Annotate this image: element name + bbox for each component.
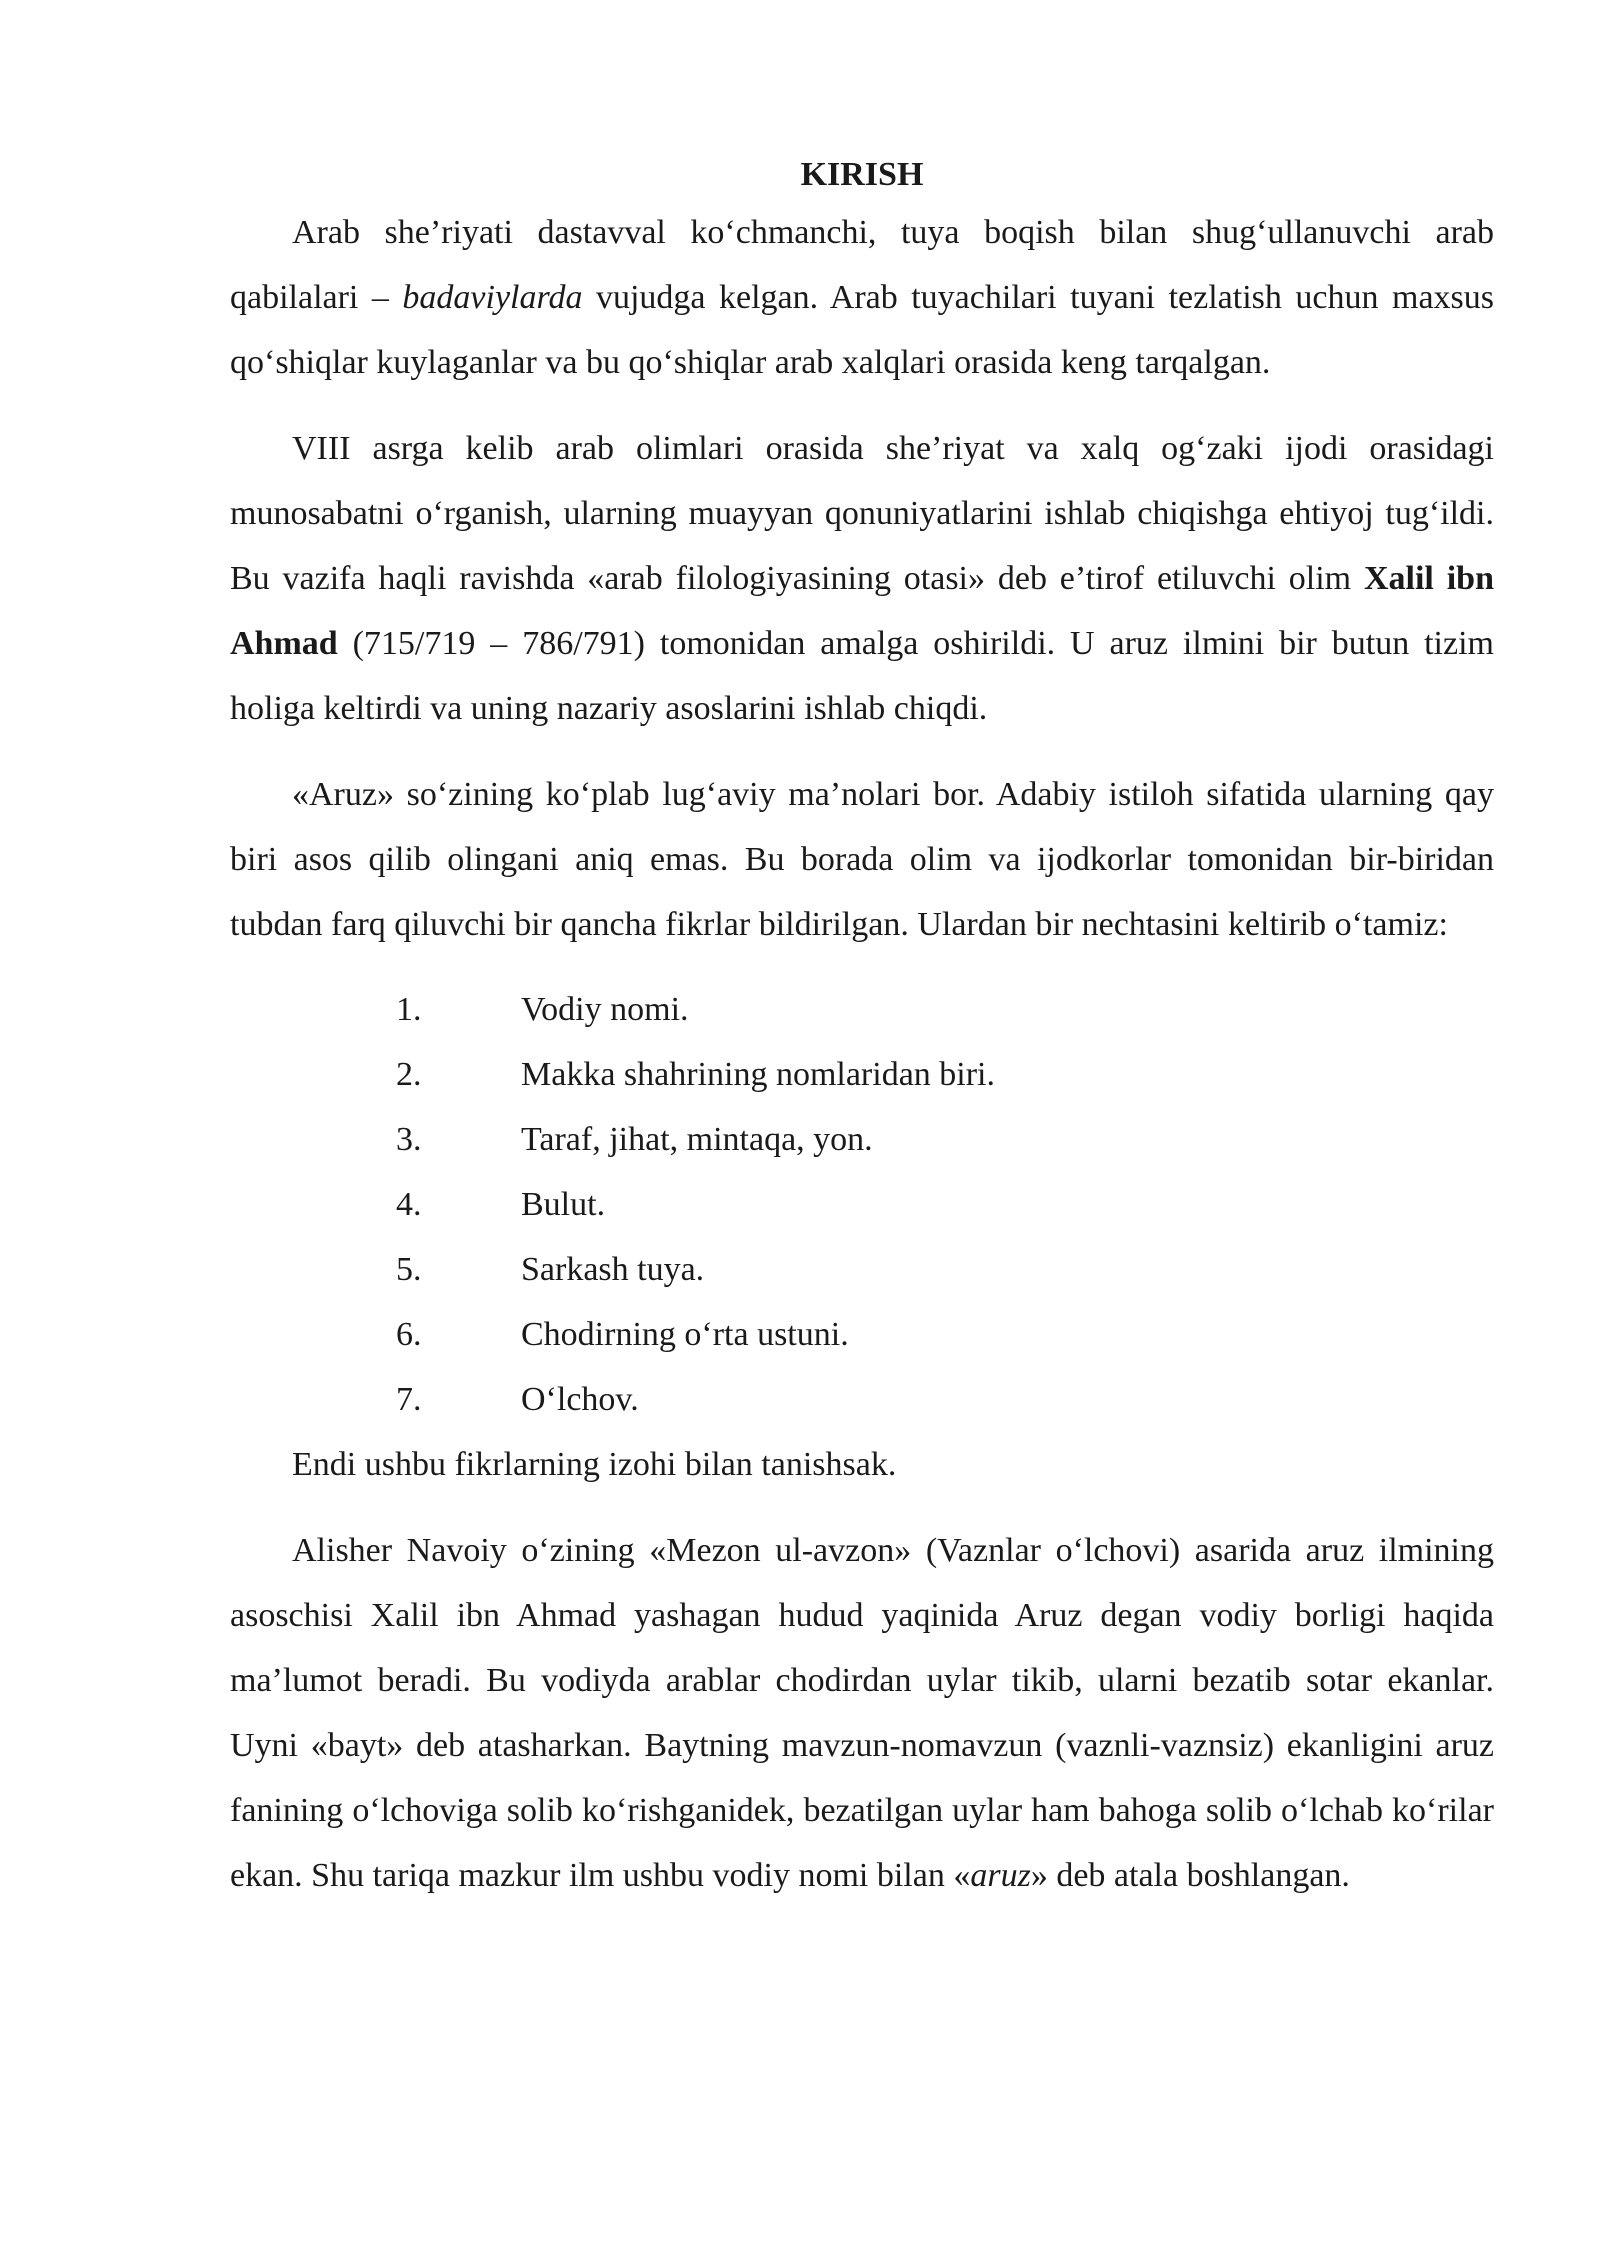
list-item: [230, 1237, 1494, 1302]
list-item-text: Chodirning o‘rta ustuni.: [521, 1316, 849, 1353]
list-item: [230, 1172, 1494, 1237]
document-page: [230, 150, 1494, 1908]
list-outro: Endi ushbu fikrlarning izohi bilan tanishsak.: [292, 1446, 897, 1483]
paragraph-4-text-b: » deb atala boshlangan.: [1030, 1857, 1350, 1894]
list-item-text: Bulut.: [521, 1186, 606, 1223]
paragraph-2-text-b: (715/719 – 786/791) tomonidan amalga oshirildi. U aruz ilmini bir butun tizim holiga keltirdi va uning nazariy asoslarini ishlab chiqdi.: [230, 625, 1494, 727]
page-title: KIRISH: [800, 156, 924, 193]
list-item-number: 3.: [396, 1121, 422, 1158]
paragraph-2-text-a: VIII asrga kelib arab olimlari orasida she’riyat va xalq og‘zaki ijodi orasidagi munosabatni o‘rganish, ularning muayyan qonuniyatlarini ishlab chiqishga ehtiyoj tug‘ildi. Bu vazifa haqli ravishda «arab filologiyasining otasi» deb e’tirof etiluvchi olim: [230, 430, 1494, 597]
meanings-list: [230, 977, 1494, 1432]
list-item: [230, 1042, 1494, 1107]
list-item-text: O‘lchov.: [521, 1381, 639, 1418]
list-item-number: 7.: [396, 1381, 422, 1418]
paragraph-4-text-a: Alisher Navoiy o‘zining «Mezon ul-avzon» (Vaznlar o‘lchovi) asarida aruz ilmining asoschisi Xalil ibn Ahmad yashagan hudud yaqinida Aruz degan vodiy borligi haqida ma’lumot beradi. Bu vodiyda arablar chodirdan uylar tikib, ularni bezatib sotar ekanlar. Uyni «bayt» deb atasharkan. Baytning mavzun-nomavzun (vaznli-vaznsiz) ekanligini aruz fanining o‘lchoviga solib ko‘rishganidek, bezatilgan uylar ham bahoga solib o‘lchab ko‘rilar ekan. Shu tariqa mazkur ilm ushbu vodiy nomi bilan «: [230, 1532, 1494, 1894]
list-item: [230, 1367, 1494, 1432]
list-item-text: Vodiy nomi.: [521, 991, 689, 1028]
paragraph-3: «Aruz» so‘zining ko‘plab lug‘aviy ma’nolari bor. Adabiy istiloh sifatida ularning qay biri asos qilib olingani aniq emas. Bu borada olim va ijodkorlar tomonidan bir-biridan tubdan farq qiluvchi bir qancha fikrlar bildirilgan. Ulardan bir nechtasini keltirib o‘tamiz:: [230, 776, 1494, 943]
list-item-number: 6.: [396, 1316, 422, 1353]
list-item-number: 5.: [396, 1251, 422, 1288]
list-item: [230, 977, 1494, 1042]
list-item: [230, 1302, 1494, 1367]
list-item-text: Sarkash tuya.: [521, 1251, 705, 1288]
list-item-text: Makka shahrining nomlaridan biri.: [521, 1056, 996, 1093]
paragraph-2: [230, 416, 1494, 741]
list-item-text: Taraf, jihat, mintaqa, yon.: [521, 1121, 873, 1158]
list-item-number: 2.: [396, 1056, 422, 1093]
paragraph-4: [230, 1518, 1494, 1908]
paragraph-4-emphasis: aruz: [970, 1857, 1031, 1894]
list-item: [230, 1107, 1494, 1172]
paragraph-1-text-a: Arab she’riyati dastavval ko‘chmanchi, tuya boqish bilan shug‘ullanuvchi arab qabilalari –: [230, 214, 1494, 316]
list-item-number: 1.: [396, 991, 422, 1028]
paragraph-1: [230, 200, 1494, 395]
list-item-number: 4.: [396, 1186, 422, 1223]
paragraph-1-text-b: vujudga kelgan. Arab tuyachilari tuyani tezlatish uchun maxsus qo‘shiqlar kuylaganlar va bu qo‘shiqlar arab xalqlari orasida keng tarqalgan.: [230, 279, 1495, 381]
paragraph-2-bold-name: Xalil ibn Ahmad: [230, 560, 1494, 662]
paragraph-1-emphasis: badaviylarda: [402, 279, 583, 316]
